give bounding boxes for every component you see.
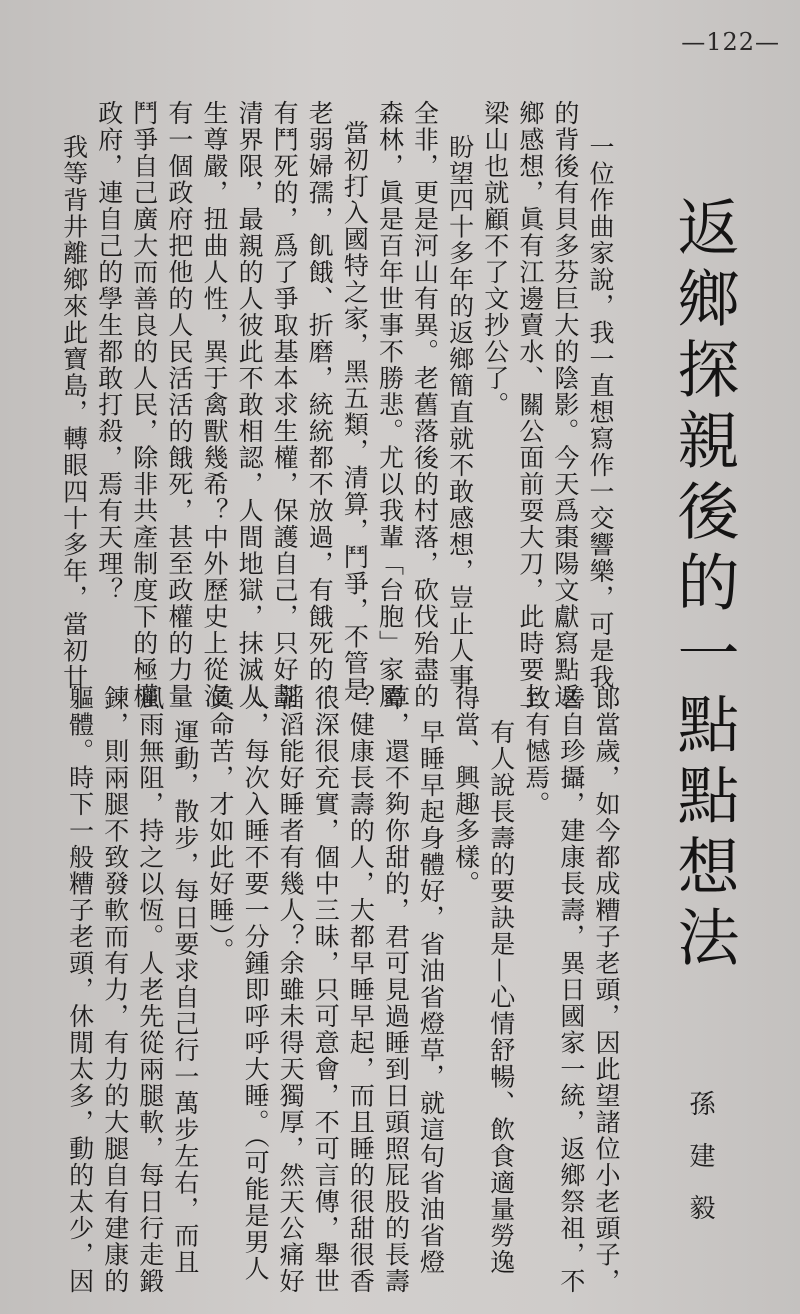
body-paragraph-line: 善自珍攝，建康長壽，異日國家一統，返鄉祭祖，不 — [556, 685, 586, 1295]
body-paragraph-line: 梁山也就顧不了文抄公了。 — [480, 100, 510, 418]
body-paragraph-line: 早睡早起身體好，省油省燈草，就這句省油省燈 — [416, 719, 446, 1276]
body-paragraph-line: 運動，散步，每日要求自己行一萬步左右，而且 — [170, 719, 200, 1276]
body-paragraph-line: 滔滔能好睡者有幾人？余雖未得天獨厚，然天公痛好 — [276, 685, 306, 1295]
page-number: —122— — [681, 28, 780, 56]
body-paragraph-line: 草，還不夠你甜的，君可見過睡到日頭照屁股的長壽 — [381, 685, 411, 1295]
body-paragraph-line: 風雨無阻，持之以恆。人老先從兩腿軟，每日行走鍛 — [135, 685, 165, 1295]
body-paragraph-line: 軀體。時下一般糟子老頭，休閒太多，動的太少，因 — [65, 685, 95, 1295]
body-paragraph-line: 有鬥死的，爲了爭取基本求生權，保護自己，只好劃 — [270, 100, 300, 710]
body-paragraph-line: 老弱婦孺，飢餓、折磨，統統都不放過，有餓死的， — [305, 100, 335, 710]
body-paragraph-line: 鬥爭自己廣大而善良的人民，除非共產制度下的極權 — [129, 100, 159, 710]
body-paragraph-line: 盼望四十多年的返鄉簡直就不敢感想，豈止人事 — [445, 134, 475, 691]
body-paragraph-line: 全非，更是河山有異。老舊落後的村落，砍伐殆盡的 — [410, 100, 440, 710]
body-paragraph-line: 眞命苦，才如此好睡）。 — [205, 685, 235, 964]
article-body-bottom — [50, 685, 624, 1295]
body-paragraph-line: 致有憾焉。 — [521, 685, 551, 818]
article-title: 返鄉探親後的一點點想法 — [667, 195, 740, 976]
body-paragraph-line: 有一個政府把他的人民活活的餓死，甚至政權的力量 — [164, 100, 194, 710]
body-paragraph-line: 得當、興趣多樣。 — [451, 685, 481, 897]
body-paragraph-line: 森林，眞是百年世事不勝悲。尤以我輩「台胞」家屬 — [375, 100, 405, 710]
body-paragraph-line: 的背後有貝多芬巨大的陰影。今天爲棗陽文獻寫點返 — [550, 100, 580, 710]
body-paragraph-line: 有人說長壽的要訣是—心情舒暢、飲食適量勞逸 — [486, 719, 516, 1276]
body-paragraph-line: 郎當歲，如今都成糟子老頭，因此望諸位小老頭子， — [592, 685, 621, 1295]
body-paragraph-line: 清界限，最親的人彼此不敢相認，人間地獄，抹滅人 — [235, 100, 265, 710]
body-paragraph-line: 政府，連自己的學生都敢打殺，焉有天理？ — [94, 100, 124, 604]
body-paragraph-line: 生尊嚴，扭曲人性，異于禽獸幾希？中外歷史上從沒 — [199, 100, 229, 710]
author-name: 孫建毅 — [685, 1090, 715, 1246]
body-paragraph-line: 鍊，則兩腿不致發軟而有力，有力的大腿自有建康的 — [100, 685, 130, 1295]
body-paragraph-line: ？健康長壽的人，大都早睡早起，而且睡的很甜很香 — [346, 685, 376, 1295]
body-paragraph-line: 很深很充實，個中三昧，只可意會，不可言傳，舉世 — [311, 685, 341, 1295]
body-paragraph-line: 鄉感想，眞有江邊賣水、關公面前耍大刀，此時要上 — [515, 100, 545, 710]
article-body-top — [44, 100, 618, 710]
body-paragraph-line: 人，每次入睡不要一分鍾即呼呼大睡。（可能是男人 — [241, 685, 271, 1282]
body-paragraph-line: 一位作曲家說，我一直想寫作一交響樂，可是我 — [586, 134, 615, 691]
body-paragraph-line: 當初打入國特之家，黑五類，清算，鬥爭，不管是 — [340, 120, 370, 703]
body-paragraph-line: 我等背井離鄉來此寶島，轉眼四十多年，當初廿 — [59, 134, 89, 691]
